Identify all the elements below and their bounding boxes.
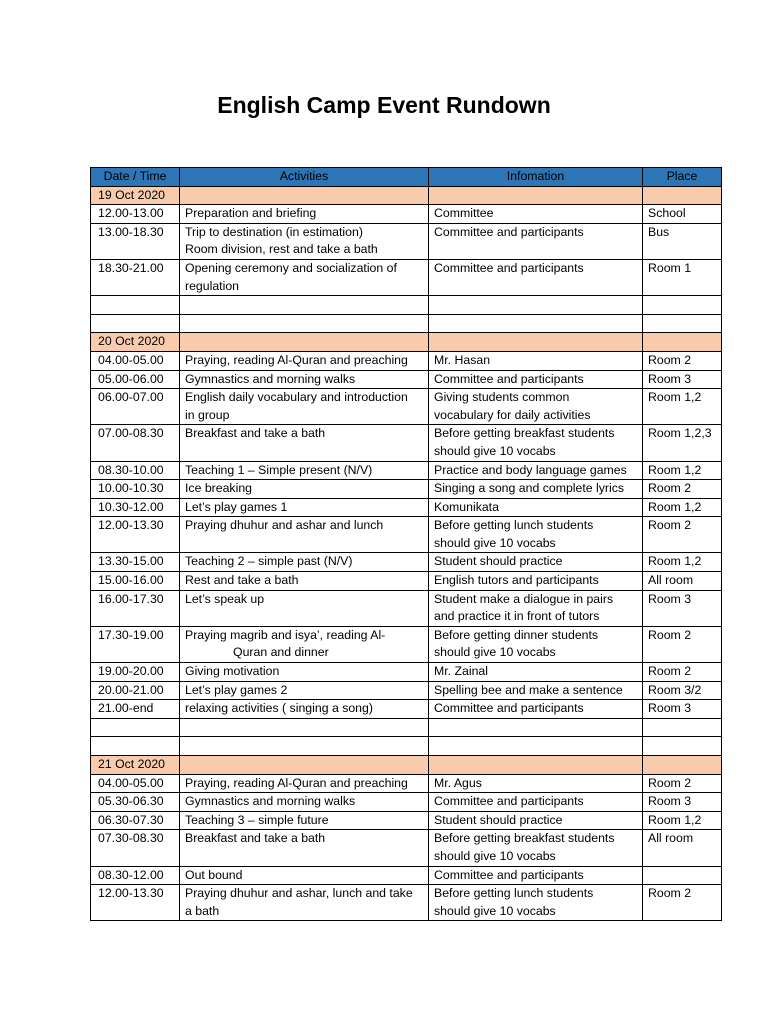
information-line: Spelling bee and make a sentence — [434, 682, 623, 697]
time-cell: 04.00-05.00 — [91, 351, 180, 370]
place-line: All room — [648, 573, 694, 588]
empty-cell — [180, 296, 429, 315]
empty-cell — [429, 296, 643, 315]
time-cell: 08.30-12.00 — [91, 866, 180, 885]
schedule-row — [91, 793, 722, 812]
activity-line: Gymnastics and morning walks — [185, 794, 356, 809]
place-cell — [643, 681, 722, 700]
time-cell: 10.30-12.00 — [91, 498, 180, 517]
place-line: Room 1,2,3 — [648, 426, 712, 441]
empty-cell — [180, 737, 429, 756]
schedule-row — [91, 553, 722, 572]
information-cell — [429, 811, 643, 830]
time-cell: 10.00-10.30 — [91, 480, 180, 499]
place-line: Room 1,2 — [648, 812, 702, 827]
activity-line: Gymnastics and morning walks — [185, 371, 356, 386]
information-cell — [429, 774, 643, 793]
activity-line: English daily vocabulary and introduction — [185, 390, 408, 405]
place-line: Room 3 — [648, 794, 692, 809]
table-body — [91, 186, 722, 921]
empty-cell — [643, 756, 722, 775]
empty-cell — [429, 186, 643, 205]
empty-cell — [429, 718, 643, 737]
activity-cell — [180, 700, 429, 719]
activity-line: Ice breaking — [185, 481, 252, 496]
time-cell: 05.00-06.00 — [91, 370, 180, 389]
information-line: English tutors and participants — [434, 573, 599, 588]
activity-cell — [180, 774, 429, 793]
information-cell — [429, 663, 643, 682]
time-cell: 18.30-21.00 — [91, 259, 180, 295]
time-cell: 12.00-13.30 — [91, 885, 180, 921]
schedule-row — [91, 572, 722, 591]
empty-cell — [429, 333, 643, 352]
information-line: Committee and participants — [434, 224, 584, 239]
blank-row — [91, 718, 722, 737]
date-cell: 19 Oct 2020 — [91, 186, 180, 205]
information-line: and practice it in front of tutors — [434, 609, 600, 624]
time-cell: 08.30-10.00 — [91, 461, 180, 480]
time-cell: 06.00-07.00 — [91, 389, 180, 425]
activity-cell — [180, 553, 429, 572]
place-cell — [643, 811, 722, 830]
date-row — [91, 756, 722, 775]
activity-cell — [180, 681, 429, 700]
place-line: Room 1,2 — [648, 499, 702, 514]
activity-line: Let’s play games 1 — [185, 499, 288, 514]
date-cell: 20 Oct 2020 — [91, 333, 180, 352]
place-line: Bus — [648, 224, 670, 239]
information-line: Committee and participants — [434, 371, 584, 386]
information-cell — [429, 626, 643, 662]
empty-cell — [91, 718, 180, 737]
schedule-row — [91, 590, 722, 626]
header-activities: Activities — [180, 168, 429, 187]
activity-line: Teaching 2 – simple past (N/V) — [185, 554, 353, 569]
information-cell — [429, 572, 643, 591]
date-row — [91, 186, 722, 205]
schedule-row — [91, 425, 722, 461]
activity-cell — [180, 461, 429, 480]
activity-line: Opening ceremony and socialization of — [185, 260, 397, 275]
information-line: should give 10 vocabs — [434, 645, 556, 660]
information-line: Mr. Zainal — [434, 664, 488, 679]
place-line: Room 3/2 — [648, 682, 702, 697]
time-cell: 20.00-21.00 — [91, 681, 180, 700]
place-line: Room 2 — [648, 886, 692, 901]
place-cell — [643, 461, 722, 480]
empty-cell — [180, 314, 429, 333]
place-line: Room 1,2 — [648, 390, 702, 405]
information-line: Before getting lunch students — [434, 886, 594, 901]
place-line: Room 2 — [648, 775, 692, 790]
time-cell: 12.00-13.30 — [91, 517, 180, 553]
header-date-time: Date / Time — [91, 168, 180, 187]
place-cell — [643, 572, 722, 591]
information-line: Before getting lunch students — [434, 518, 594, 533]
activity-cell — [180, 498, 429, 517]
activity-line — [185, 644, 423, 662]
activity-cell — [180, 389, 429, 425]
activity-cell — [180, 590, 429, 626]
place-cell — [643, 590, 722, 626]
information-line: Giving students common — [434, 390, 570, 405]
place-cell — [643, 830, 722, 866]
empty-cell — [180, 333, 429, 352]
time-cell: 07.00-08.30 — [91, 425, 180, 461]
page-title: English Camp Event Rundown — [217, 92, 551, 118]
date-cell: 21 Oct 2020 — [91, 756, 180, 775]
activity-cell — [180, 663, 429, 682]
information-line: vocabulary for daily activities — [434, 407, 591, 422]
activity-cell — [180, 885, 429, 921]
place-cell — [643, 389, 722, 425]
activity-line: Out bound — [185, 867, 243, 882]
place-cell — [643, 866, 722, 885]
activity-line: Let’s play games 2 — [185, 682, 288, 697]
place-line: Room 1 — [648, 260, 692, 275]
activity-cell — [180, 425, 429, 461]
place-cell — [643, 480, 722, 499]
time-cell: 21.00-end — [91, 700, 180, 719]
header-place: Place — [643, 168, 722, 187]
rundown-table — [90, 167, 722, 921]
place-cell — [643, 351, 722, 370]
place-line: Room 3 — [648, 591, 692, 606]
schedule-row — [91, 830, 722, 866]
header-information: Infomation — [429, 168, 643, 187]
place-cell — [643, 553, 722, 572]
schedule-row — [91, 498, 722, 517]
schedule-row — [91, 626, 722, 662]
activity-line: Praying dhuhur and ashar and lunch — [185, 518, 384, 533]
place-line: Room 2 — [648, 518, 692, 533]
place-cell — [643, 793, 722, 812]
place-cell — [643, 885, 722, 921]
activity-cell — [180, 259, 429, 295]
time-cell: 07.30-08.30 — [91, 830, 180, 866]
information-cell — [429, 389, 643, 425]
empty-cell — [180, 718, 429, 737]
time-cell: 05.30-06.30 — [91, 793, 180, 812]
information-cell — [429, 351, 643, 370]
information-line: Mr. Hasan — [434, 352, 491, 367]
empty-cell — [429, 737, 643, 756]
empty-cell — [91, 296, 180, 315]
information-cell — [429, 480, 643, 499]
place-cell — [643, 626, 722, 662]
place-cell — [643, 370, 722, 389]
information-cell — [429, 700, 643, 719]
empty-cell — [429, 756, 643, 775]
information-line: Before getting breakfast students — [434, 426, 615, 441]
information-cell — [429, 517, 643, 553]
information-line: Committee and participants — [434, 701, 584, 716]
information-line: Student should practice — [434, 812, 563, 827]
empty-cell — [643, 718, 722, 737]
information-cell — [429, 866, 643, 885]
activity-cell — [180, 830, 429, 866]
information-cell — [429, 830, 643, 866]
activity-line: Breakfast and take a bath — [185, 426, 326, 441]
activity-cell — [180, 223, 429, 259]
information-line: should give 10 vocabs — [434, 535, 556, 550]
activity-line: Room division, rest and take a bath — [185, 242, 378, 257]
information-line: Student make a dialogue in pairs — [434, 591, 614, 606]
activity-line: a bath — [185, 903, 220, 918]
information-line: should give 10 vocabs — [434, 443, 556, 458]
activity-cell — [180, 866, 429, 885]
activity-line: Praying, reading Al-Quran and preaching — [185, 352, 408, 367]
information-cell — [429, 498, 643, 517]
information-cell — [429, 885, 643, 921]
time-cell: 19.00-20.00 — [91, 663, 180, 682]
information-cell — [429, 681, 643, 700]
activity-line: Breakfast and take a bath — [185, 831, 326, 846]
activity-line: Rest and take a bath — [185, 573, 299, 588]
schedule-row — [91, 700, 722, 719]
empty-cell — [91, 737, 180, 756]
activity-cell — [180, 626, 429, 662]
information-line: Committee and participants — [434, 794, 584, 809]
place-line: Room 2 — [648, 481, 692, 496]
schedule-row — [91, 351, 722, 370]
schedule-row — [91, 480, 722, 499]
information-line: Committee — [434, 206, 494, 221]
time-cell: 13.30-15.00 — [91, 553, 180, 572]
information-line: Committee and participants — [434, 260, 584, 275]
place-line: All room — [648, 831, 694, 846]
activity-cell — [180, 811, 429, 830]
schedule-row — [91, 461, 722, 480]
activity-line: relaxing activities ( singing a song) — [185, 701, 373, 716]
place-line: School — [648, 206, 686, 221]
activity-cell — [180, 370, 429, 389]
activity-line: Praying magrib and isya’, reading Al- — [185, 627, 386, 642]
information-line: Practice and body language games — [434, 462, 627, 477]
schedule-row — [91, 866, 722, 885]
activity-line: Trip to destination (in estimation) — [185, 224, 363, 239]
empty-cell — [643, 314, 722, 333]
place-line: Room 3 — [648, 371, 692, 386]
empty-cell — [643, 186, 722, 205]
blank-row — [91, 737, 722, 756]
activity-cell — [180, 517, 429, 553]
schedule-row — [91, 663, 722, 682]
activity-cell — [180, 351, 429, 370]
schedule-row — [91, 370, 722, 389]
information-line: Student should practice — [434, 554, 563, 569]
date-row — [91, 333, 722, 352]
activity-line: Praying dhuhur and ashar, lunch and take — [185, 886, 413, 901]
schedule-row — [91, 205, 722, 224]
place-line: Room 1,2 — [648, 462, 702, 477]
activity-cell — [180, 793, 429, 812]
information-line: Singing a song and complete lyrics — [434, 481, 625, 496]
table-header-row — [91, 168, 722, 187]
time-cell: 06.30-07.30 — [91, 811, 180, 830]
schedule-row — [91, 517, 722, 553]
information-line: Before getting breakfast students — [434, 831, 615, 846]
activity-line: Let’s speak up — [185, 591, 265, 606]
place-cell — [643, 205, 722, 224]
empty-cell — [643, 333, 722, 352]
schedule-row — [91, 885, 722, 921]
place-line: Room 1,2 — [648, 554, 702, 569]
schedule-row — [91, 259, 722, 295]
place-line: Room 3 — [648, 701, 692, 716]
place-line: Room 2 — [648, 664, 692, 679]
information-cell — [429, 223, 643, 259]
schedule-row — [91, 811, 722, 830]
place-cell — [643, 498, 722, 517]
empty-cell — [643, 296, 722, 315]
place-cell — [643, 700, 722, 719]
place-cell — [643, 259, 722, 295]
place-line: Room 2 — [648, 627, 692, 642]
time-cell: 17.30-19.00 — [91, 626, 180, 662]
time-cell: 16.00-17.30 — [91, 590, 180, 626]
activity-line: regulation — [185, 278, 240, 293]
activity-line: Giving motivation — [185, 664, 280, 679]
activity-cell — [180, 480, 429, 499]
place-cell — [643, 425, 722, 461]
information-cell — [429, 553, 643, 572]
activity-cell — [180, 205, 429, 224]
information-cell — [429, 793, 643, 812]
activity-line: Teaching 1 – Simple present (N/V) — [185, 462, 373, 477]
time-cell: 12.00-13.00 — [91, 205, 180, 224]
blank-row — [91, 296, 722, 315]
place-cell — [643, 223, 722, 259]
empty-cell — [91, 314, 180, 333]
information-cell — [429, 461, 643, 480]
schedule-row — [91, 389, 722, 425]
empty-cell — [180, 756, 429, 775]
information-cell — [429, 590, 643, 626]
place-cell — [643, 517, 722, 553]
place-line: Room 2 — [648, 352, 692, 367]
time-cell: 15.00-16.00 — [91, 572, 180, 591]
information-line: Komunikata — [434, 499, 499, 514]
time-cell: 04.00-05.00 — [91, 774, 180, 793]
information-cell — [429, 259, 643, 295]
schedule-row — [91, 223, 722, 259]
information-line: Before getting dinner students — [434, 627, 599, 642]
information-cell — [429, 425, 643, 461]
activity-line: Praying, reading Al-Quran and preaching — [185, 775, 408, 790]
information-line: should give 10 vocabs — [434, 903, 556, 918]
activity-line: Preparation and briefing — [185, 206, 317, 221]
schedule-row — [91, 774, 722, 793]
empty-cell — [180, 186, 429, 205]
activity-cell — [180, 572, 429, 591]
empty-cell — [643, 737, 722, 756]
information-line: Committee and participants — [434, 867, 584, 882]
place-cell — [643, 774, 722, 793]
information-line: should give 10 vocabs — [434, 848, 556, 863]
time-cell: 13.00-18.30 — [91, 223, 180, 259]
activity-line-text: Quran and dinner — [233, 645, 329, 660]
schedule-row — [91, 681, 722, 700]
blank-row — [91, 314, 722, 333]
place-cell — [643, 663, 722, 682]
information-line: Mr. Agus — [434, 775, 482, 790]
information-cell — [429, 205, 643, 224]
empty-cell — [429, 314, 643, 333]
activity-line: in group — [185, 407, 230, 422]
activity-line: Teaching 3 – simple future — [185, 812, 329, 827]
information-cell — [429, 370, 643, 389]
